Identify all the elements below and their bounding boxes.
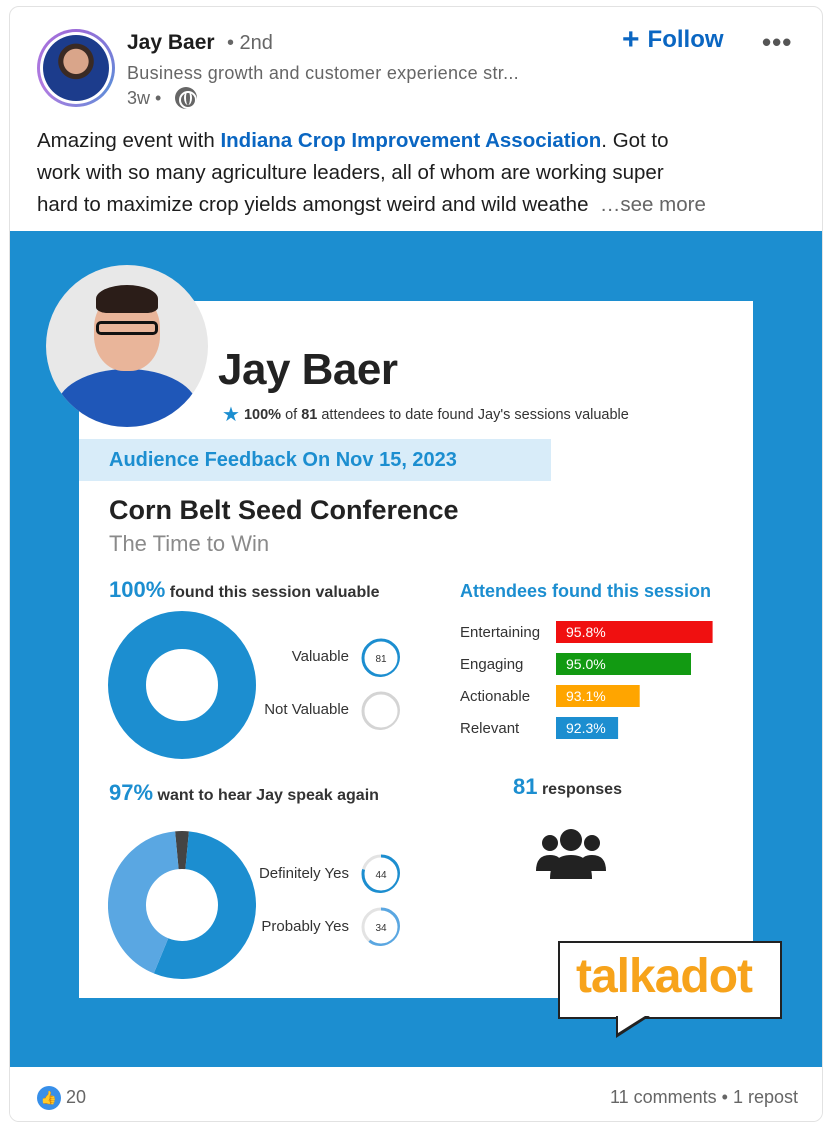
valuable-heading: 100% found this session valuable bbox=[109, 577, 380, 602]
feedback-banner: Audience Feedback On Nov 15, 2023 bbox=[79, 439, 551, 481]
post-text: Amazing event with Indiana Crop Improvement Association. Got to work with so many agriculture leaders, all of whom are working super hard to maximize crop yields amongst weird and wild weathe …see more bbox=[37, 129, 706, 216]
mention-link[interactable]: Indiana Crop Improvement Association bbox=[220, 129, 602, 152]
star-icon: ★ bbox=[222, 404, 240, 426]
connection-degree: • 2nd bbox=[227, 32, 273, 54]
valuable-count: 81 bbox=[375, 654, 387, 665]
avatar-photo bbox=[43, 35, 109, 101]
legend-not-valuable: Not Valuable bbox=[264, 701, 349, 718]
globe-icon bbox=[175, 87, 197, 109]
follow-label: Follow bbox=[647, 26, 724, 53]
legend-probably-yes: Probably Yes bbox=[261, 918, 349, 935]
post-image[interactable] bbox=[10, 231, 823, 1067]
follow-button[interactable] bbox=[622, 25, 724, 55]
author-headline: Business growth and customer experience str... bbox=[127, 63, 519, 83]
author-name[interactable]: Jay Baer bbox=[127, 31, 215, 54]
bar-label-actionable: Actionable bbox=[460, 688, 531, 705]
post-card bbox=[9, 6, 823, 1122]
speak-again-donut-chart bbox=[108, 831, 256, 979]
definitely-yes-count: 44 bbox=[375, 870, 387, 881]
bar-value-actionable: 93.1% bbox=[566, 688, 606, 704]
conference-subtitle: The Time to Win bbox=[109, 531, 270, 556]
bar-label-engaging: Engaging bbox=[460, 656, 524, 673]
bar-label-entertaining: Entertaining bbox=[460, 624, 541, 641]
speaker-name: Jay Baer bbox=[218, 345, 398, 394]
definitely-yes-count-ring bbox=[360, 853, 400, 893]
responses-count: 81 responses bbox=[513, 774, 622, 799]
reaction-count[interactable]: 20 bbox=[66, 1087, 87, 1107]
post-time: 3w • bbox=[127, 88, 162, 108]
post-footer bbox=[10, 1067, 823, 1122]
bar-label-relevant: Relevant bbox=[460, 720, 520, 737]
conference-title: Corn Belt Seed Conference bbox=[109, 495, 459, 525]
author-avatar[interactable] bbox=[37, 29, 115, 107]
comments-reposts[interactable]: 11 comments • 1 repost bbox=[609, 1087, 798, 1107]
speaker-summary: ★ 100% of 81 attendees to date found Jay's sessions valuable bbox=[222, 404, 629, 426]
like-reaction-icon[interactable]: 👍 bbox=[37, 1086, 61, 1110]
bar-value-relevant: 92.3% bbox=[566, 720, 606, 736]
legend-valuable: Valuable bbox=[291, 648, 349, 665]
see-more-link[interactable]: …see more bbox=[599, 193, 706, 216]
talkadot-logo bbox=[558, 941, 782, 1019]
brand-name: talkadot bbox=[576, 950, 753, 1003]
bar-value-entertaining: 95.8% bbox=[566, 624, 606, 640]
people-group-icon bbox=[536, 829, 606, 881]
plus-icon: + bbox=[622, 23, 640, 56]
probably-yes-count: 34 bbox=[375, 923, 387, 934]
legend-definitely-yes: Definitely Yes bbox=[258, 865, 349, 882]
more-options-icon[interactable]: ••• bbox=[762, 27, 793, 57]
attributes-heading: Attendees found this session bbox=[460, 581, 712, 601]
speak-again-heading: 97% want to hear Jay speak again bbox=[109, 780, 379, 805]
bar-value-engaging: 95.0% bbox=[566, 656, 606, 672]
probably-yes-count-ring bbox=[360, 906, 400, 946]
